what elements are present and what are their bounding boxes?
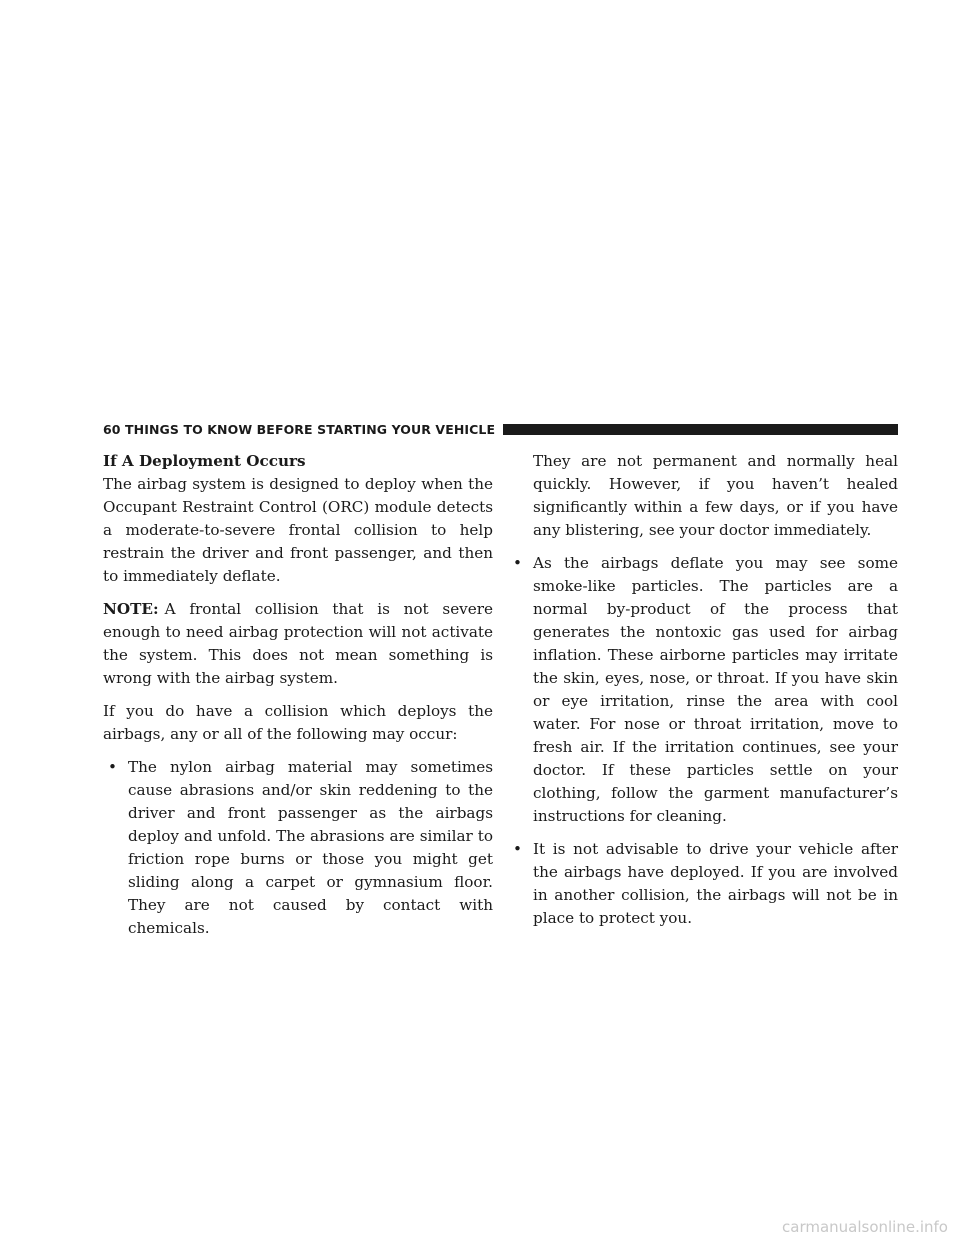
bullet-continuation: They are not permanent and normally heal quickly. However, if you haven’t healed significantly within a few days, or if you have any blistering, see your doctor immediately.: [533, 452, 898, 539]
bullet-icon: •: [513, 554, 522, 572]
watermark-text: carmanualsonline.info: [782, 1218, 948, 1236]
note-label: NOTE:: [103, 600, 159, 618]
bullet-item-smoke-particles: [508, 552, 898, 828]
bullet-item-driving-advice: [508, 838, 898, 930]
page-header-text: 60 THINGS TO KNOW BEFORE STARTING YOUR VEHICLE: [103, 421, 496, 437]
collision-paragraph: If you do have a collision which deploys the airbags, any or all of the following may occur:: [103, 702, 493, 743]
section-heading: If A Deployment Occurs: [103, 452, 306, 470]
intro-paragraph: The airbag system is designed to deploy when the Occupant Restraint Control (ORC) module detects a moderate-to-severe frontal collision to help restrain the driver and front passenger, and then to immediately deflate.: [103, 475, 493, 585]
bullet-icon: •: [108, 758, 117, 776]
bullet-icon: •: [513, 840, 522, 858]
bullet-text: The nylon airbag material may sometimes cause abrasions and/or skin reddening to the driver and front passenger as the airbags deploy and unfold. The abrasions are similar to friction rope burns or those you might get sliding along a carpet or gymnasium floor. They are not caused by contact with chemicals.: [128, 758, 493, 937]
note-paragraph: [103, 598, 493, 690]
bullet-text: As the airbags deflate you may see some smoke-like particles. The particles are a normal by-product of the process that generates the nontoxic gas used for airbag inflation. These airborne particles may irritate the skin, eyes, nose, or throat. If you have skin or eye irritation, rinse the area with cool water. For nose or throat irritation, move to fresh air. If the irritation continues, see your doctor. If these particles settle on your clothing, follow the garment manufacturer’s instructions for cleaning.: [533, 554, 898, 825]
page-header: [103, 418, 898, 440]
left-column: [103, 450, 493, 950]
note-text: A frontal collision that is not severe enough to need airbag protection will not activate the system. This does not mean something is wrong with the airbag system.: [103, 600, 493, 687]
bullet-item-abrasions: [103, 756, 493, 940]
right-column: [508, 450, 898, 940]
header-rule-bar: [503, 424, 898, 435]
bullet-text: It is not advisable to drive your vehicle after the airbags have deployed. If you are involved in another collision, the airbags will not be in place to protect you.: [533, 840, 898, 927]
